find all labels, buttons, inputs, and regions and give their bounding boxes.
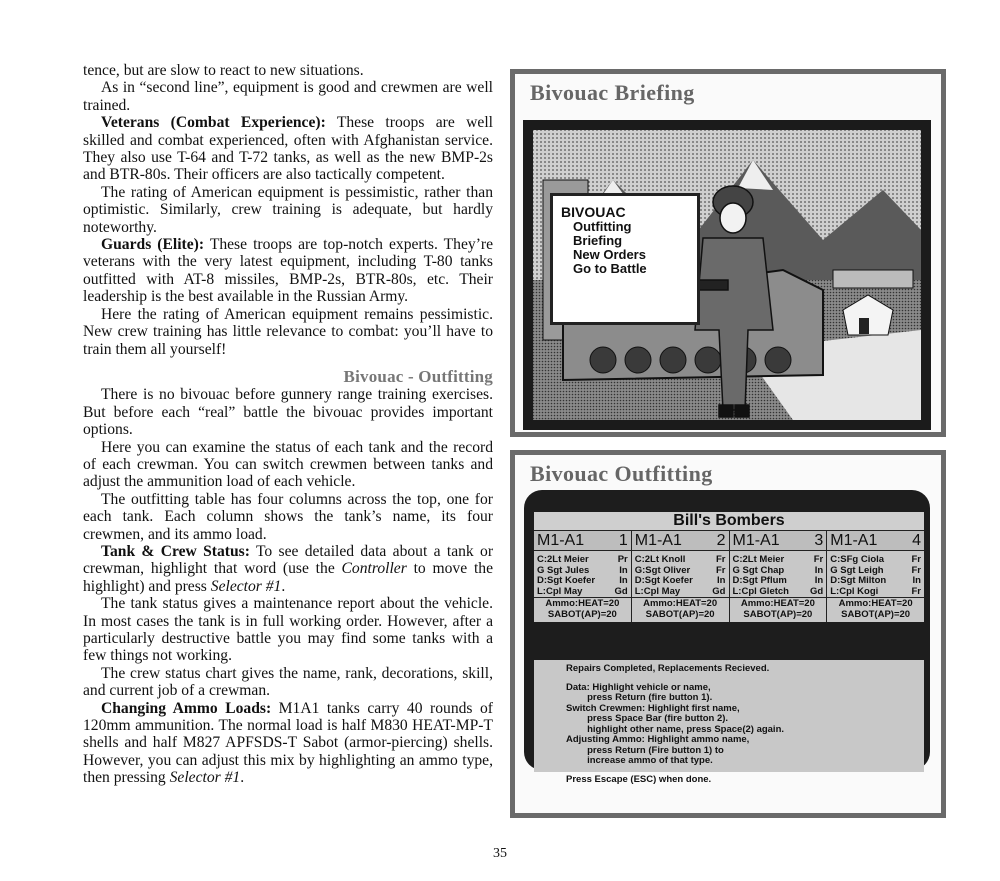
- crew-member[interactable]: L:Cpl May Gd: [634, 585, 726, 597]
- ammo-heat[interactable]: Ammo:HEAT=20: [838, 598, 913, 609]
- menu-item-outfitting[interactable]: Outfitting: [573, 219, 632, 234]
- ammo-load: [730, 597, 827, 622]
- ammo-sabot[interactable]: SABOT(AP)=20: [547, 608, 617, 620]
- ammo-load: [827, 597, 924, 622]
- crew-member[interactable]: C:2Lt Meier Pr: [537, 554, 628, 565]
- paragraph-ammo: Changing Ammo Loads: M1A1 tanks carry 40 rounds of 120mm ammunition. The normal load is half M830 HEAT-MP-T shells and half M827 APFSDS-T Sabot (armor-piercing) shells. However, you can adjust this mix by highlighting an ammo type, then pressing Selector #1.: [83, 699, 493, 787]
- ammo-sabot[interactable]: SABOT(AP)=20: [743, 608, 813, 620]
- panel-title: Bivouac Outfitting: [530, 461, 713, 486]
- crew-member[interactable]: L:Cpl Gletch Gd: [732, 585, 824, 597]
- crew-member[interactable]: C:2Lt Meier Fr: [732, 554, 824, 565]
- outfitting-table: [534, 512, 924, 622]
- instruction-line: increase ammo of that type.: [566, 755, 713, 766]
- term-ammo: Changing Ammo Loads:: [101, 699, 272, 717]
- tank-name[interactable]: M1-A1 1: [534, 530, 631, 551]
- outfitting-screen: [524, 490, 930, 785]
- crew-member[interactable]: G Sgt Leigh Fr: [830, 564, 921, 576]
- paragraph-status: Tank & Crew Status: To see detailed data about a tank or crewman, highlight that word (use the Controller to move the highlight) and press Selector #1.: [83, 542, 494, 595]
- escape-hint: Press Escape (ESC) when done.: [566, 773, 712, 785]
- tank-column-3: [729, 530, 827, 622]
- briefing-scene: [523, 120, 931, 430]
- crew-member[interactable]: D:Sgt Pflum In: [732, 575, 824, 586]
- ammo-heat[interactable]: Ammo:HEAT=20: [545, 598, 620, 609]
- page-number: 35: [493, 846, 507, 861]
- menu-item-go-to-battle[interactable]: Go to Battle: [573, 261, 647, 276]
- tank-name[interactable]: M1-A1 3: [730, 530, 827, 551]
- crew-list: [730, 551, 827, 597]
- crew-member[interactable]: L:Cpl May Gd: [537, 585, 628, 597]
- paragraph: tence, but are slow to react to new situations.: [83, 62, 364, 79]
- paragraph: Here you can examine the status of each tank and the record of each crewman. You can switch crewmen between tanks and adjust the ammunition load of each vehicle.: [83, 438, 493, 491]
- crew-member[interactable]: C:SFg Ciola Fr: [830, 554, 921, 565]
- ammo-load: [534, 597, 631, 622]
- instruction-line: press Space Bar (fire button 2).: [566, 713, 729, 724]
- bivouac-briefing-panel: [510, 69, 946, 437]
- status-message: Repairs Completed, Replacements Recieved.: [566, 663, 770, 674]
- ammo-sabot[interactable]: SABOT(AP)=20: [645, 608, 715, 620]
- crew-list: [534, 551, 631, 597]
- paragraph: The tank status gives a maintenance report about the vehicle. In most cases the tank is in full working order. However, after a particularly destructive battle you may find some tanks with a few things not working.: [83, 595, 493, 665]
- term-status: Tank & Crew Status:: [101, 542, 250, 560]
- paragraph-guards: Guards (Elite): These troops are top-notch experts. They’re veterans with the very latest equipment, including T-80 tanks outfitted with AT-8 missiles, BMP-2s, BTR-80s, etc. Their leadership is the best available in the Russian Army.: [83, 236, 493, 306]
- table-title: Bill's Bombers: [534, 512, 924, 530]
- crew-member[interactable]: D:Sgt Milton In: [830, 575, 921, 586]
- crew-member[interactable]: G:Sgt Oliver Fr: [634, 564, 726, 576]
- tank-column-2: [631, 530, 729, 622]
- status-message-box: [534, 660, 924, 785]
- distant-tank: [833, 270, 913, 288]
- ammo-sabot[interactable]: SABOT(AP)=20: [841, 608, 911, 620]
- instruction-line: press Return (fire button 1).: [566, 692, 713, 703]
- paragraph-veterans: Veterans (Combat Experience): These troops are well skilled and combat experienced, often with Afghanistan service. They also use T-64 and T-72 tanks, as well as the new BMP-2s and BTR-80s. Their officers are also tactically competent.: [83, 114, 493, 184]
- paragraph: There is no bivouac before gunnery range training exercises. But before each “real” battle the bivouac provides important options.: [83, 386, 493, 439]
- instruction-line: highlight other name, press Space(2) again.: [566, 723, 785, 735]
- ammo-heat[interactable]: Ammo:HEAT=20: [643, 598, 718, 609]
- tank-columns: [534, 530, 924, 622]
- ammo-load: [632, 597, 729, 622]
- bivouac-outfitting-panel: [510, 450, 946, 818]
- paragraph: The rating of American equipment is pessimistic, rather than optimistic. Similarly, crew training is adequate, but hardly noteworthy.: [83, 183, 493, 236]
- crew-member[interactable]: C:2Lt Knoll Fr: [634, 554, 726, 565]
- tank-name[interactable]: M1-A1 4: [827, 530, 924, 551]
- panel-body: [515, 107, 941, 432]
- paragraph: The crew status chart gives the name, rank, decorations, skill, and current job of a crewman.: [83, 664, 493, 700]
- crew-member[interactable]: L:Cpl Kogi Fr: [830, 585, 921, 597]
- instruction-line: Switch Crewmen: Highlight first name,: [566, 702, 740, 714]
- instruction-line: press Return (Fire button 1) to: [566, 744, 724, 756]
- tank-column-1: [534, 530, 631, 622]
- ammo-heat[interactable]: Ammo:HEAT=20: [740, 598, 815, 609]
- panel-title: Bivouac Briefing: [530, 80, 695, 105]
- crew-list: [632, 551, 729, 597]
- crew-member[interactable]: D:Sgt Koefer In: [537, 575, 628, 586]
- left-text-column: [83, 62, 493, 787]
- menu-title: BIVOUAC: [561, 204, 626, 220]
- crew-member[interactable]: D:Sgt Koefer In: [634, 575, 726, 586]
- crew-member[interactable]: G Sgt Chap In: [732, 564, 824, 576]
- tank-column-4: [826, 530, 924, 622]
- crew-member[interactable]: G Sgt Jules In: [537, 564, 628, 576]
- paragraph: Here the rating of American equipment remains pessimistic. New crew training has little relevance to combat: you’ll have to train them all yourself!: [83, 305, 493, 358]
- bivouac-menu: [550, 193, 700, 325]
- instruction-line: Adjusting Ammo: Highlight ammo name,: [566, 734, 750, 745]
- paragraph: As in “second line”, equipment is good and crewmen are well trained.: [83, 79, 493, 114]
- term-guards: Guards (Elite):: [101, 236, 205, 254]
- section-heading: Bivouac - Outfitting: [343, 366, 493, 386]
- tank-name[interactable]: M1-A1 2: [632, 530, 729, 551]
- term-veterans: Veterans (Combat Experience):: [101, 114, 326, 132]
- menu-item-briefing[interactable]: Briefing: [573, 233, 623, 248]
- instruction-line: Data: Highlight vehicle or name,: [566, 681, 711, 693]
- crew-list: [827, 551, 924, 597]
- paragraph: The outfitting table has four columns across the top, one for each tank. Each column shows the tank’s name, its four crewmen, and its ammo load.: [83, 490, 493, 543]
- menu-item-new-orders[interactable]: New Orders: [573, 247, 646, 262]
